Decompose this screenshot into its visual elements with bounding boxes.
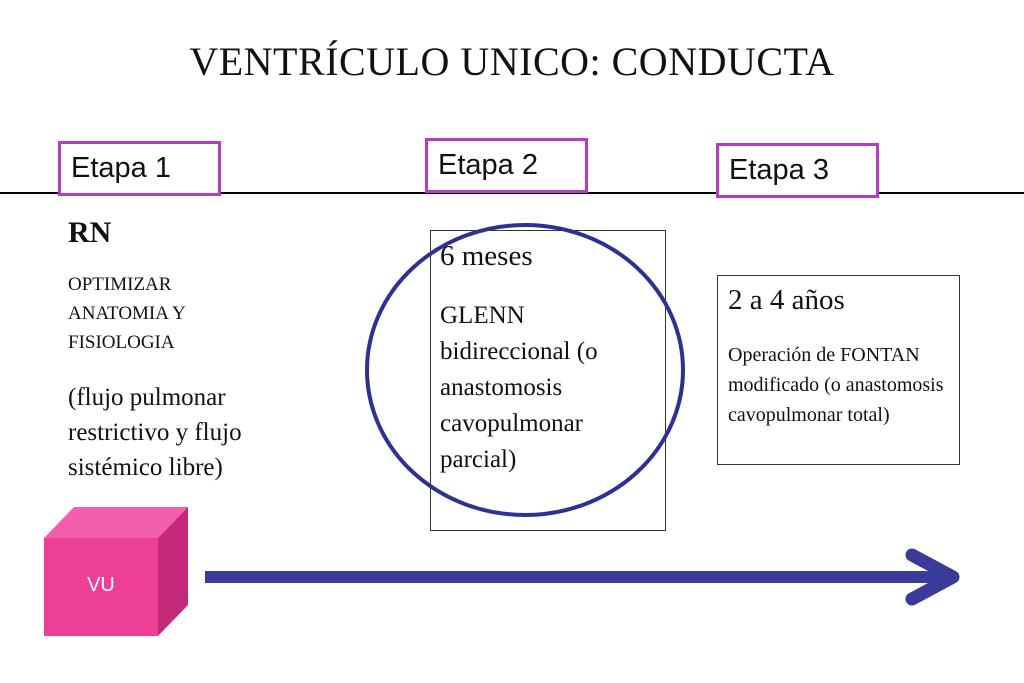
vu-cube xyxy=(44,507,188,636)
glenn-text: GLENN bidireccional (o anastomosis cavopulmonar parcial) xyxy=(440,302,598,473)
stage-2-label: Etapa 2 xyxy=(438,149,538,181)
arrow-shaft xyxy=(205,571,947,583)
newborn-heading: RN xyxy=(68,216,112,249)
cube-label: VU xyxy=(87,574,115,596)
flow-note: (flujo pulmonar restrictivo y flujo sistémico libre) xyxy=(68,384,242,481)
age-heading: 2 a 4 años xyxy=(728,284,845,316)
timeline-arrow xyxy=(205,555,953,599)
slide-title: VENTRÍCULO UNICO: CONDUCTA xyxy=(189,39,835,84)
stage-1-label: Etapa 1 xyxy=(71,152,171,184)
six-months-heading: 6 meses xyxy=(440,240,533,272)
stage-3-label: Etapa 3 xyxy=(729,154,829,186)
highlight-circle xyxy=(367,225,683,515)
optimize-text: OPTIMIZAR ANATOMIA Y FISIOLOGIA xyxy=(68,274,185,353)
fontan-text: Operación de FONTAN modificado (o anastomosis cavopulmonar total) xyxy=(728,344,944,426)
